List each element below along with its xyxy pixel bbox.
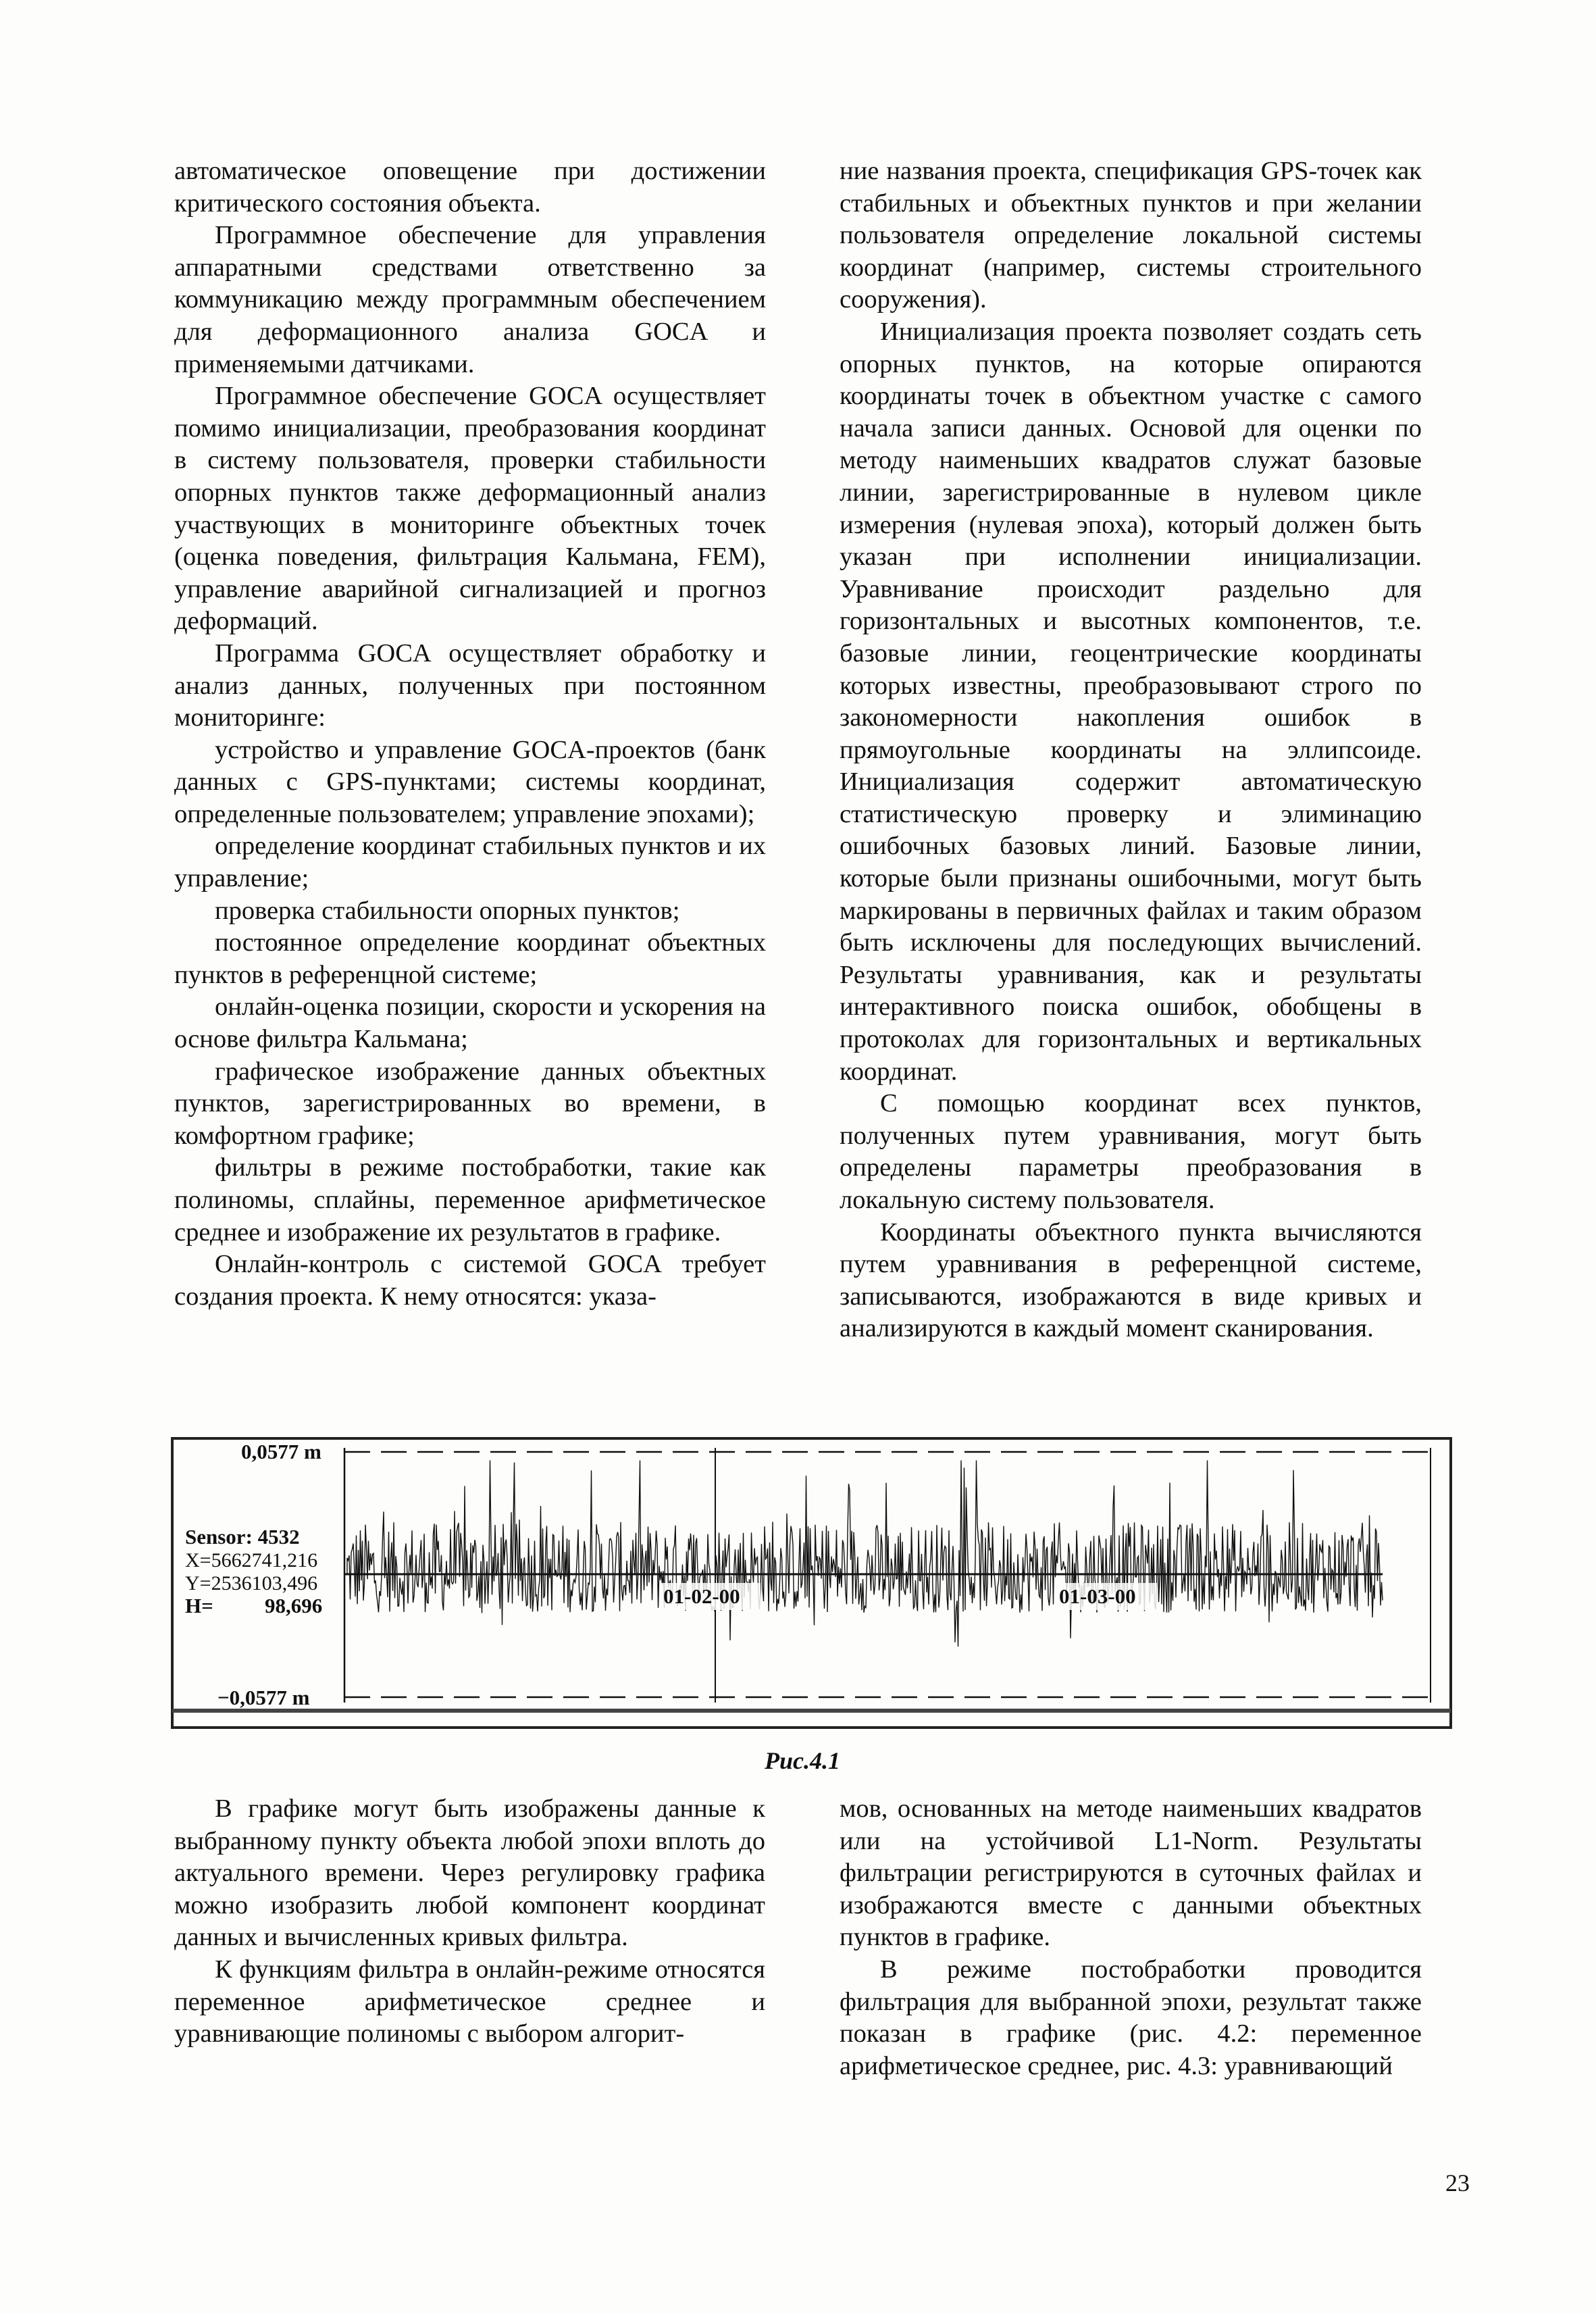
h-label: H=: [185, 1594, 213, 1617]
epoch-mark-1: 01-02-00: [663, 1584, 740, 1608]
paragraph: определение координат стабильных пунктов и их управление;: [174, 832, 766, 893]
bottom-border-band: [172, 1709, 1451, 1713]
h-value: 98,696: [265, 1594, 323, 1617]
sensor-label: Sensor: 4532: [185, 1525, 300, 1549]
paragraph: онлайн-оценка позиции, скорости и ускорения на основе фильтра Кальмана;: [174, 992, 766, 1054]
paragraph: устройство и управление GOCA-проектов (банк данных с GPS-пунктами; системы координат, определенные пользователем; управление эпохами);: [174, 735, 766, 828]
right-column-top: [840, 155, 1422, 1345]
sensor-signal: [347, 1461, 1383, 1647]
paragraph: Координаты объектного пункта вычисляются путем уравнивания в референцной системе, записываются, изображаются в виде кривых и анализируются в каждый момент сканирования.: [840, 1217, 1422, 1343]
page-number: 23: [1445, 2169, 1470, 2196]
paragraph: ние названия проекта, спецификация GPS-точек как стабильных и объектных пунктов и при желании пользователя определение локальной системы координат (например, системы строительного сооружения).: [840, 157, 1422, 314]
paragraph: графическое изображение данных объектных пунктов, зарегистрированных во времени, в комфортном графике;: [174, 1057, 766, 1150]
left-column-top: [174, 155, 766, 1313]
bottom-value-label: −0,0577 m: [217, 1686, 310, 1709]
sensor-chart: [170, 1436, 1453, 1731]
left-column-bottom: [174, 1793, 765, 2051]
paragraph: Программное обеспечение GOCA осуществляет помимо инициализации, преобразования координат в систему пользователя, проверки стабильности опорных пунктов также деформационный анализ участвующих в мониторинге объектных точек (оценка поведения, фильтрация Кальмана, FEM), управление аварийной сигнализацией и прогноз деформаций.: [174, 382, 766, 636]
top-value-label: 0,0577 m: [241, 1440, 321, 1463]
paragraph: Программа GOCA осуществляет обработку и анализ данных, полученных при постоянном мониторинге:: [174, 638, 766, 732]
paragraph: В графике могут быть изображены данные к выбранному пункту объекта любой эпохи вплоть до актуального времени. Через регулировку графика можно изобразить любой компонент координат данных и вычисленных кривых фильтра.: [174, 1794, 765, 1952]
x-coordinate: X=5662741,216: [185, 1549, 318, 1571]
y-coordinate: Y=2536103,496: [185, 1572, 318, 1594]
paragraph: С помощью координат всех пунктов, полученных путем уравнивания, могут быть определены параметры преобразования в локальную систему пользователя.: [840, 1089, 1422, 1214]
right-column-bottom: [840, 1793, 1422, 2082]
paragraph: фильтры в режиме постобработки, такие как полиномы, сплайны, переменное арифметическое среднее и изображение их результатов в графике.: [174, 1153, 766, 1247]
paragraph: Инициализация проекта позволяет создать сеть опорных пунктов, на которые опираются координаты точек в объектном участке с самого начала записи данных. Основой для оценки по методу наименьших квадратов служат базовые линии, зарегистрированные в нулевом цикле измерения (нулевая эпоха), который должен быть указан при исполнении инициализации. Уравнивание происходит раздельно для горизонтальных и высотных компонентов, т.е. базовые линии, геоцентрические координаты которых известны, преобразовывают строго по закономерности накопления ошибок в прямоугольные координаты на эллипсоиде. Инициализация содержит автоматическую статистическую проверку и элиминацию ошибочных базовых линий. Базовые линии, которые были признаны ошибочными, могут быть маркированы в первичных файлах и таким образом быть исключены для последующих вычислений. Результаты уравнивания, как и результаты интерактивного поиска ошибок, обобщены в протоколах для горизонтальных и вертикальных координат.: [840, 317, 1422, 1086]
paragraph: Программное обеспечение для управления аппаратными средствами ответственно за коммуникацию между программным обеспечением для деформационного анализа GOCA и применяемыми датчиками.: [174, 221, 766, 378]
paragraph: В режиме постобработки проводится фильтрация для выбранной эпохи, результат также показан в графике (рис. 4.2: переменное арифметическое среднее, рис. 4.3: уравнивающий: [840, 1955, 1422, 2080]
figure-caption: Рис.4.1: [765, 1747, 840, 1774]
paragraph: проверка стабильности опорных пунктов;: [215, 896, 680, 925]
epoch-mark-2: 01-03-00: [1059, 1584, 1136, 1608]
figure-4-1: [170, 1436, 1453, 1731]
paragraph: Онлайн-контроль с системой GOCA требует создания проекта. К нему относятся: указа-: [174, 1250, 766, 1311]
paragraph: К функциям фильтра в онлайн-режиме относятся переменное арифметическое среднее и уравнивающие полиномы с выбором алгорит-: [174, 1955, 765, 2048]
paragraph: постоянное определение координат объектных пунктов в референцной системе;: [174, 928, 766, 989]
paragraph: мов, основанных на методе наименьших квадратов или на устойчивой L1-Norm. Результаты фильтрации регистрируются в суточных файлах и изображаются вместе с данными объектных пунктов в графике.: [840, 1794, 1422, 1952]
paragraph: автоматическое оповещение при достижении критического состояния объекта.: [174, 157, 766, 218]
